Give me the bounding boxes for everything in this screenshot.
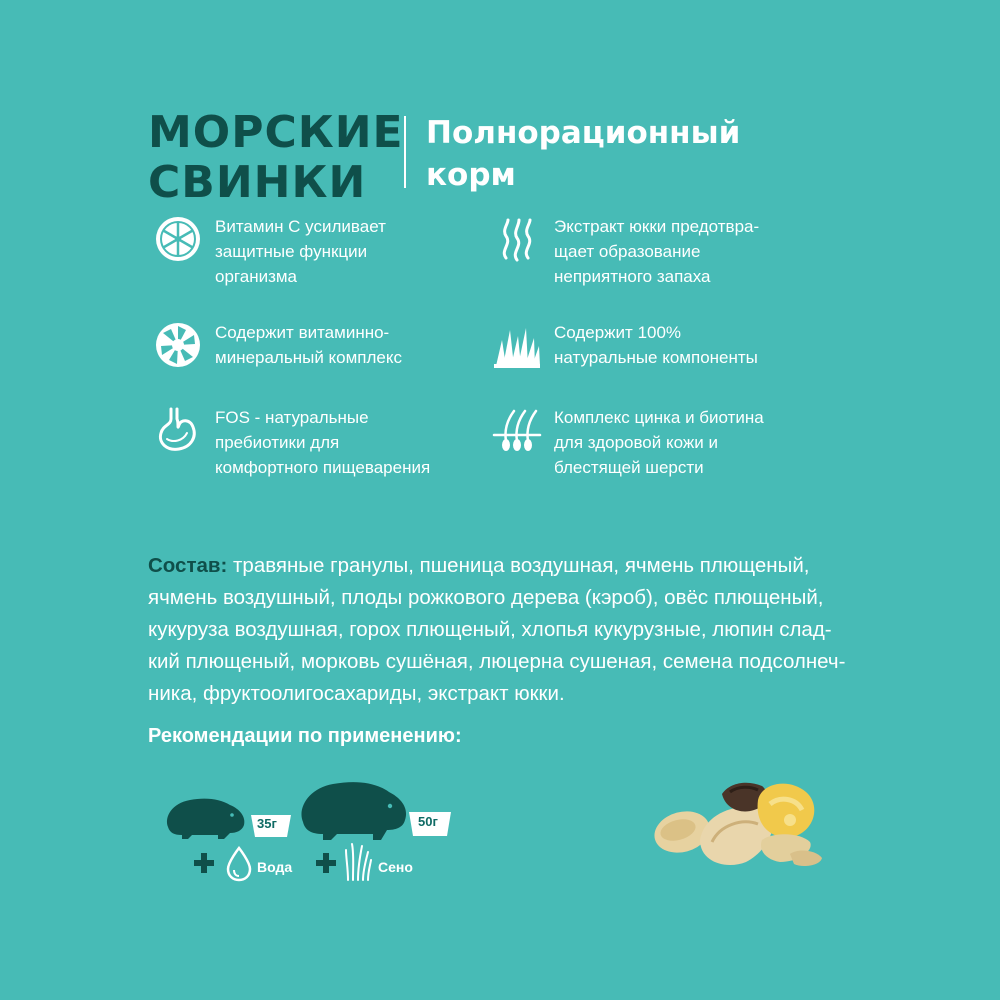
feature-text-line: блестящей шерсти	[554, 458, 704, 477]
plus-icon	[193, 852, 215, 874]
feature-zinc-biotin	[492, 405, 804, 480]
water-label: Вода	[257, 859, 293, 875]
water-drop-icon	[226, 846, 252, 882]
feature-text-line: неприятного запаха	[554, 267, 711, 286]
feature-text-line: Витамин С усиливает	[215, 217, 386, 236]
feature-text-line: комфортного пищеварения	[215, 458, 431, 477]
composition-label: Состав:	[148, 554, 228, 577]
citrus-slice-icon	[153, 214, 203, 264]
title-divider	[404, 116, 406, 188]
product-title	[148, 108, 404, 208]
product-subtitle-line1: Полнорационный	[426, 115, 741, 151]
feature-yucca	[492, 214, 804, 289]
composition-text: травяные гранулы, пшеница воздушная, ячмень плющеный,	[227, 554, 810, 577]
feature-fos	[153, 405, 465, 480]
large-portion-label: 50г	[418, 814, 438, 829]
feature-text-line: организма	[215, 267, 298, 286]
feature-natural	[492, 320, 804, 370]
feature-text-line: Содержит витаминно-	[215, 323, 390, 342]
feature-text-line: щает образование	[554, 242, 701, 261]
product-title-line2: СВИНКИ	[148, 157, 367, 208]
hay-icon	[344, 842, 372, 882]
feature-text-line: Содержит 100%	[554, 323, 682, 342]
composition-line	[148, 550, 858, 582]
grass-icon	[492, 320, 542, 370]
feature-text-line: для здоровой кожи и	[554, 433, 718, 452]
composition-line: ника, фруктоолигосахариды, экстракт юкки.	[148, 682, 565, 705]
large-guinea-pig-icon	[295, 778, 411, 842]
composition-block	[148, 550, 858, 710]
composition-line: кукуруза воздушная, горох плющеный, хлопья кукурузные, люпин слад-	[148, 618, 832, 641]
small-portion-label: 35г	[257, 816, 277, 831]
feature-text-line: натуральные компоненты	[554, 348, 758, 367]
aperture-icon	[153, 320, 203, 370]
feature-text-line: пребиотики для	[215, 433, 340, 452]
stomach-icon	[153, 405, 203, 455]
small-guinea-pig-icon	[162, 795, 248, 841]
composition-line: кий плющеный, морковь сушёная, люцерна сушеная, семена подсолнеч-	[148, 650, 846, 673]
recommendations-title: Рекомендации по применению:	[148, 725, 462, 747]
steam-waves-icon	[492, 214, 542, 264]
feature-vitamin-complex	[153, 320, 465, 370]
feature-text-line: Экстракт юкки предотвра-	[554, 217, 760, 236]
feature-vitamin-c	[153, 214, 465, 289]
plus-icon	[315, 852, 337, 874]
hair-follicle-icon	[492, 405, 542, 455]
product-subtitle-line2: корм	[426, 157, 516, 193]
hay-label: Сено	[378, 859, 413, 875]
feature-text-line: минеральный комплекс	[215, 348, 403, 367]
composition-line: ячмень воздушный, плоды рожкового дерева (кэроб), овёс плющеный,	[148, 586, 824, 609]
product-subtitle	[426, 112, 740, 196]
feature-text-line: защитные функции	[215, 242, 368, 261]
feature-text-line: FOS - натуральные	[215, 408, 369, 427]
food-mix-image	[650, 770, 840, 880]
feature-text-line: Комплекс цинка и биотина	[554, 408, 764, 427]
product-title-line1: МОРСКИЕ	[148, 107, 404, 158]
